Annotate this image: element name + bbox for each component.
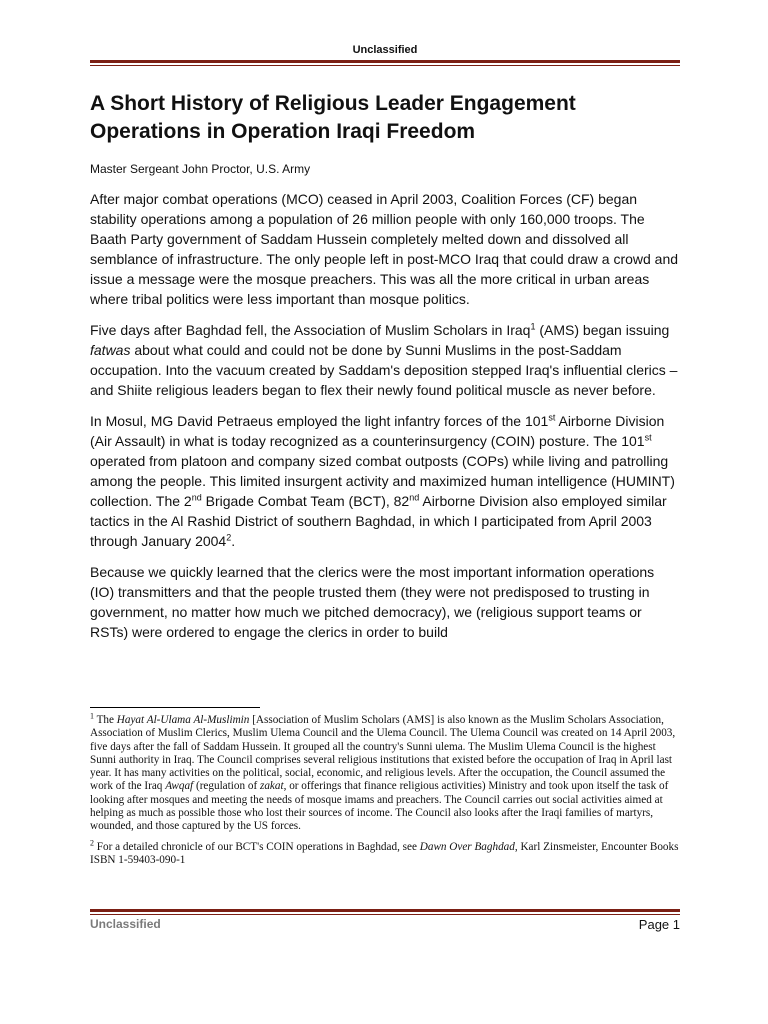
- footnote-number: 2: [90, 837, 94, 847]
- text-run: , or offerings that finance religious activities) Ministry and took upon itself the task of looking after mosques and meeting the needs of mosque imams and preachers. The Council carries out social activities aimed at helping as much as possible those who lost their sources of income. The Council also looks after the Iraqi families of martyrs, wounded, and those captured by the US forces.: [90, 780, 669, 833]
- italic-term: Awqaf: [165, 780, 194, 793]
- footnote-separator: [90, 707, 260, 708]
- footer-rule: [90, 909, 680, 915]
- text-run: Five days after Baghdad fell, the Association of Muslim Scholars in Iraq: [90, 322, 531, 338]
- footnote-ref-2[interactable]: 2: [226, 532, 232, 543]
- text-run: operated from platoon and company sized combat outposts (COPs) while living and patrolling among the people. This limited insurgent activity and maximized human intelligence (HUMINT) collection. The 2: [90, 453, 675, 509]
- page-number: Page 1: [638, 917, 680, 932]
- text-run: Brigade Combat Team (BCT), 82: [201, 493, 410, 509]
- footer-classification: Unclassified: [90, 917, 161, 931]
- italic-term: Hayat Al-Ulama Al-Muslimin: [116, 714, 250, 726]
- text-run: (regulation of: [193, 780, 260, 793]
- text-run: [Association of Muslim Scholars (AMS] is also known as the Muslim Scholars Association, Association of Muslim Clerics, Muslim Ulema Council and the Ulema Council. The Ulema Council was created on 14 April 2003, five days after the fall of Saddam Hussein. It grouped all the country's Sunni ulema. The Muslim Ulema Council is the highest Sunni authority in Iraq. The Council comprises several religious institutions that existed before the occupation of Iraq in April last year. It has many activities on the political, social, economic, and religious levels. After the occupation, the Council assumed the work of the Iraq: [90, 714, 676, 793]
- text-run: The: [94, 714, 117, 726]
- text-run: For a detailed chronicle of our BCT's COIN operations in Baghdad, see: [94, 840, 420, 853]
- ordinal-suffix: st: [644, 432, 652, 443]
- text-run: In Mosul, MG David Petraeus employed the light infantry forces of the 101: [90, 413, 549, 429]
- ordinal-suffix: nd: [191, 492, 202, 503]
- ordinal-suffix: nd: [409, 492, 420, 503]
- text-run: (AMS) began issuing: [535, 322, 670, 338]
- italic-term: Dawn Over Baghdad: [419, 840, 515, 853]
- header-classification: Unclassified: [352, 44, 418, 56]
- paragraph-3: [90, 411, 680, 551]
- document-body: [90, 189, 680, 653]
- text-run: Airborne Division also employed similar tactics in the Al Rashid District of southern Baghdad, in which I participated from April 2003 through January 2004: [90, 493, 667, 549]
- ordinal-suffix: st: [548, 412, 556, 423]
- header-rule: [90, 60, 680, 66]
- author-line: Master Sergeant John Proctor, U.S. Army: [90, 162, 311, 176]
- text-run: Airborne Division (Air Assault) in what is today recognized as a counterinsurgency (COIN) posture. The 101: [90, 413, 665, 449]
- footnote-number: 1: [90, 711, 94, 721]
- footnote-1: [90, 711, 680, 834]
- paragraph-2: [90, 320, 680, 400]
- footnote-2: [90, 837, 680, 868]
- footnote-ref-1[interactable]: 1: [530, 321, 536, 332]
- text-run: , Karl Zinsmeister, Encounter Books ISBN 1-59403-090-1: [90, 840, 679, 866]
- text-run: .: [231, 533, 236, 549]
- text-run: about what could and could not be done by Sunni Muslims in the post-Saddam occupation. Into the vacuum created by Saddam's deposition stepped Iraq's influential clerics – and Shiite religious leaders began to flex their newly found political muscle as never before.: [90, 342, 678, 398]
- italic-term: fatwas: [90, 342, 131, 358]
- paragraph-1: After major combat operations (MCO) ceased in April 2003, Coalition Forces (CF) began stability operations among a population of 26 million people with only 160,000 troops. The Baath Party government of Saddam Hussein completely melted down and dissolved all semblance of infrastructure. The only people left in post-MCO Iraq that could draw a crowd and issue a message were the mosque preachers. This was all the more critical in urban areas where tribal politics were less important than mosque politics.: [90, 191, 679, 307]
- paragraph-4: Because we quickly learned that the clerics were the most important information operations (IO) transmitters and that the people trusted them (they were not predisposed to trusting in government, no matter how much we pitched democracy), we (religious support teams or RSTs) were ordered to engage the clerics in order to build: [90, 564, 655, 640]
- italic-term: zakat: [259, 780, 284, 793]
- document-title: A Short History of Religious Leader Engagement Operations in Operation Iraqi Freedom: [90, 92, 576, 143]
- footnotes: [90, 711, 680, 874]
